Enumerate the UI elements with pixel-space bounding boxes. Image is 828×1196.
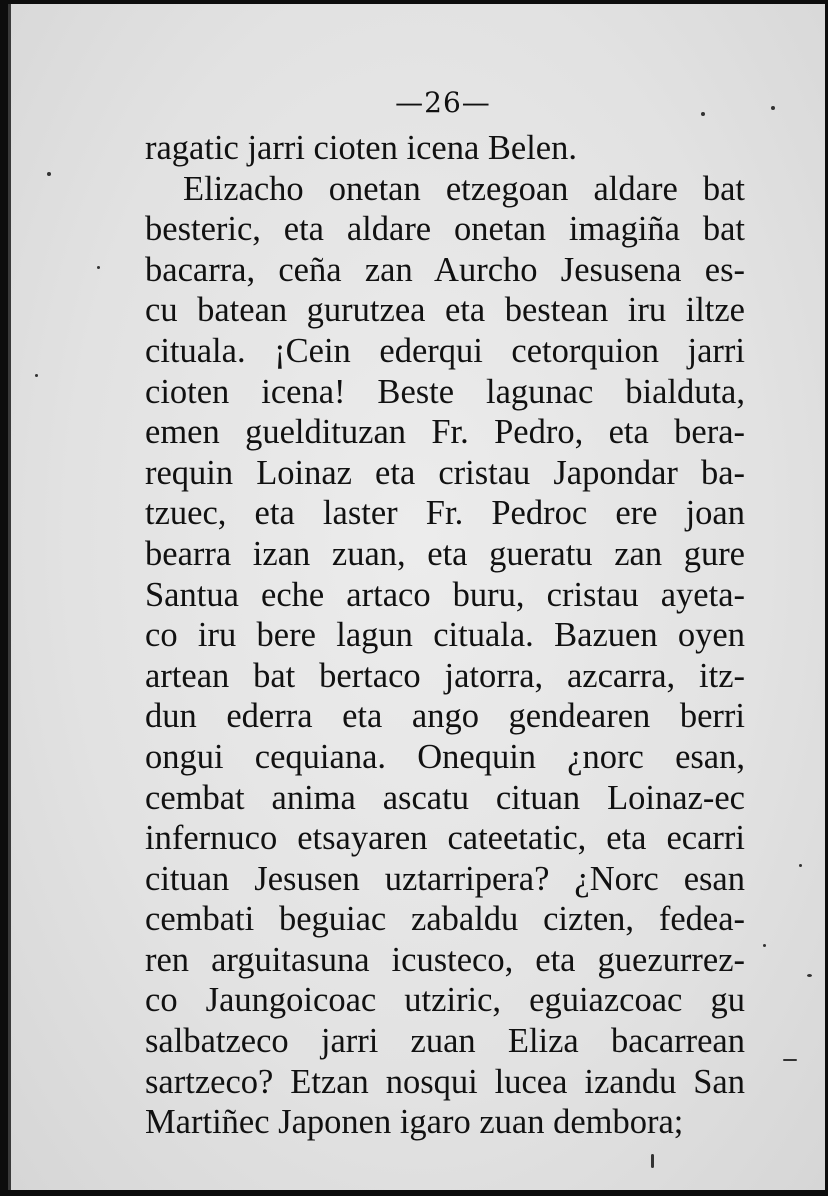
print-speck (35, 374, 38, 377)
text-line: cituan Jesusen uztarripera? ¿Norc esan (145, 859, 745, 898)
body-text (145, 128, 745, 1143)
text-line: bacarra, ceña zan Aurcho Jesusena es- (145, 250, 745, 289)
text-line: ren arguitasuna icusteco, eta guezurrez- (145, 940, 745, 979)
text-line: cembat anima ascatu cituan Loinaz-ec (145, 778, 745, 817)
print-speck (783, 1059, 797, 1061)
text-line: cioten icena! Beste lagunac bialduta, (145, 372, 745, 411)
print-speck (799, 864, 802, 867)
print-speck (701, 112, 705, 116)
text-line: ongui cequiana. Onequin ¿norc esan, (145, 737, 745, 776)
text-line: co Jaungoicoac utziric, eguiazcoac gu (145, 981, 745, 1020)
text-line: Elizacho onetan etzegoan aldare bat (183, 169, 745, 208)
text-line: dun ederra eta ango gendearen berri (145, 697, 745, 736)
text-line: cituala. ¡Cein ederqui cetorquion jarri (145, 331, 745, 370)
print-speck (47, 172, 51, 176)
text-line: sartzeco? Etzan nosqui lucea izandu San (145, 1062, 745, 1101)
text-line: besteric, eta aldare onetan imagiña bat (145, 210, 745, 249)
book-page (8, 4, 825, 1190)
text-line: ragatic jarri cioten icena Belen. (145, 129, 577, 167)
print-speck (807, 974, 812, 977)
text-line: cembati beguiac zabaldu cizten, fedea- (145, 900, 745, 939)
print-speck (763, 944, 766, 947)
text-line: infernuco etsayaren cateetatic, eta ecarri (145, 819, 745, 858)
print-speck (651, 1154, 654, 1168)
text-line: artean bat bertaco jatorra, azcarra, itz- (145, 656, 745, 695)
page-number: —26— (395, 86, 491, 119)
text-line: salbatzeco jarri zuan Eliza bacarrean (145, 1022, 745, 1061)
print-speck (771, 106, 775, 110)
text-line: cu batean gurutzea eta bestean iru iltze (145, 291, 745, 330)
text-line: bearra izan zuan, eta gueratu zan gure (145, 534, 745, 573)
print-speck (97, 266, 100, 269)
text-line: tzuec, eta laster Fr. Pedroc ere joan (145, 494, 745, 533)
text-line: Santua eche artaco buru, cristau ayeta- (145, 575, 745, 614)
text-line: Martiñec Japonen igaro zuan dembora; (145, 1103, 684, 1142)
text-line: requin Loinaz eta cristau Japondar ba- (145, 453, 745, 492)
text-line: co iru bere lagun cituala. Bazuen oyen (145, 616, 745, 655)
text-line: emen gueldituzan Fr. Pedro, eta bera- (145, 413, 745, 452)
